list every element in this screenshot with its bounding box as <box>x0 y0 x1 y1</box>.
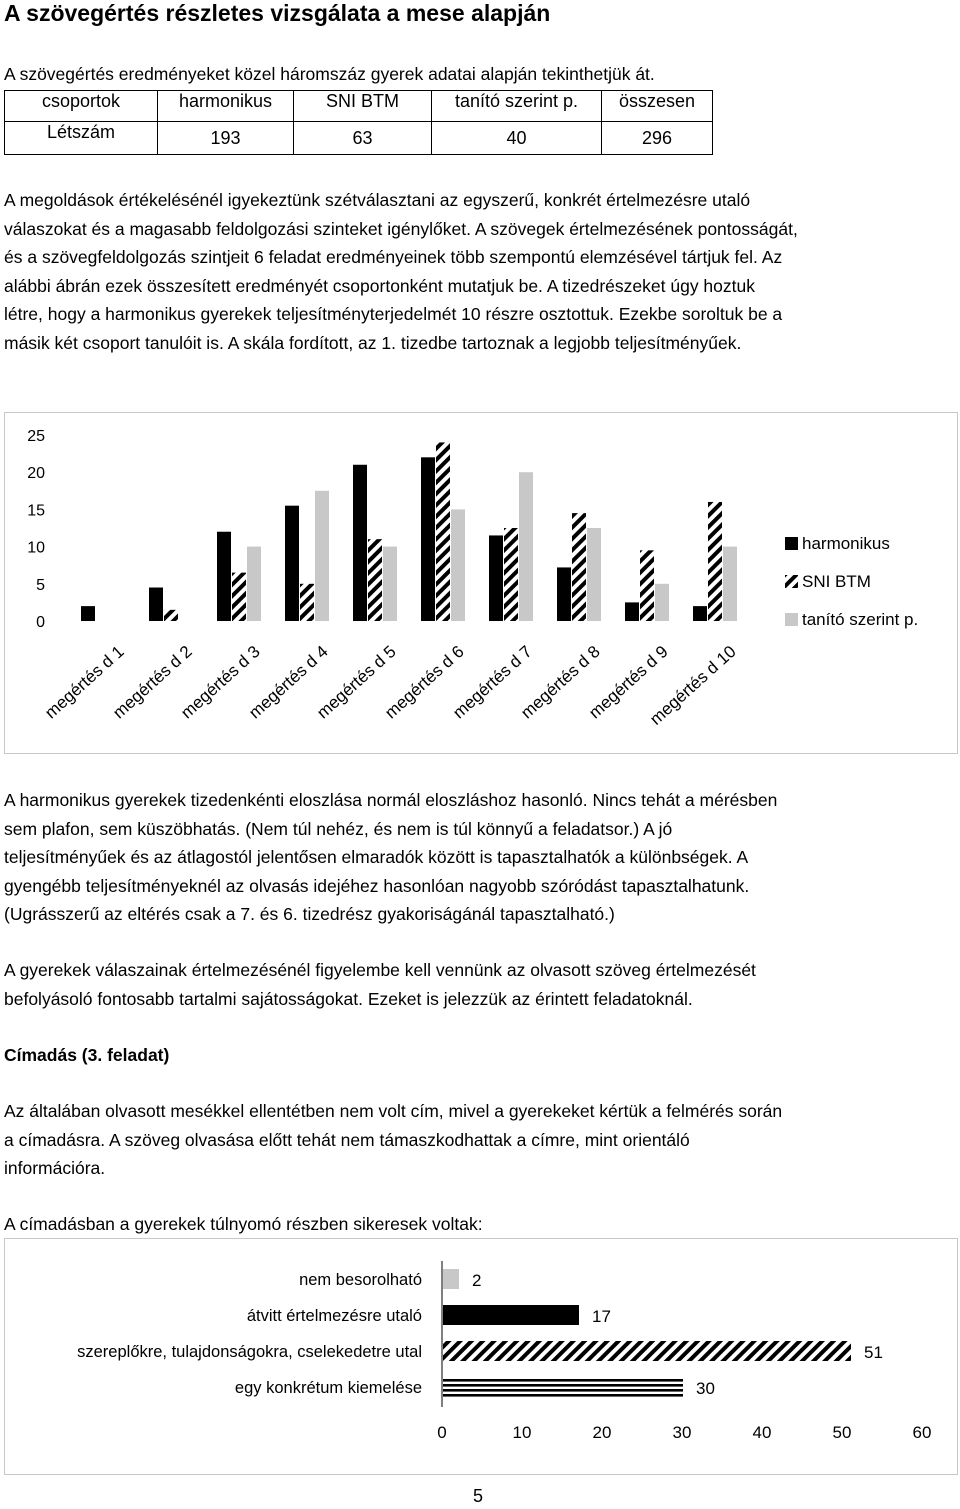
x-tick-label: megértés d 6 <box>381 641 468 723</box>
category-label: egy konkrétum kiemelése <box>234 1379 422 1397</box>
text-line: Az általában olvasott mesékkel ellentétben nem volt cím, mivel a gyerekeket kértük a felmérés során <box>4 1101 783 1121</box>
y-tick-label: 0 <box>36 614 45 631</box>
bar <box>443 1269 459 1289</box>
x-tick-label: 0 <box>437 1423 447 1442</box>
bar-harmonikus <box>149 588 163 621</box>
text-line: létre, hogy a harmonikus gyerekek teljesítményterjedelmét 10 részre osztottuk. Ezekbe soroltuk be a <box>4 304 783 324</box>
bar-snibtm <box>368 539 382 621</box>
text-line: válaszokat és a magasabb feldolgozási szinteket igénylőket. A szövegek értelmezésének pontosságát, <box>4 218 798 239</box>
bar-tantszerintp <box>587 528 601 621</box>
x-tick-label: megértés d 4 <box>245 641 332 723</box>
x-tick-label: megértés d 3 <box>177 641 264 723</box>
legend-swatch <box>785 575 798 588</box>
bar-tantszerintp <box>383 547 397 621</box>
page-number: 5 <box>473 1486 484 1506</box>
x-tick-label: 60 <box>912 1423 932 1442</box>
table-row <box>5 122 713 155</box>
text-line: teljesítményűek és az átlagostól jelentősen elmaradók között is tapasztalhatók a különbségek. A <box>4 847 749 867</box>
text-line: és a szövegfeldolgozás szintjeit 6 feladat eredményeinek több szempontú elemzésével tártjuk fel. Az <box>4 247 783 267</box>
bar <box>443 1377 683 1397</box>
category-label: átvitt értelmezésre utaló <box>246 1307 422 1325</box>
paragraph-title-task <box>4 1097 956 1183</box>
bar-snibtm <box>436 442 450 621</box>
text-line: gyengébb teljesítményeknél az olvasás idejéhez hasonlóan nagyobb szóródást tapasztalhatunk. <box>4 875 750 896</box>
text-line: információra. <box>4 1158 106 1178</box>
text-line: (Ugrásszerű az eltérés csak a 7. és 6. tizedrész gyakoriságánál tapasztalható.) <box>4 904 615 924</box>
table-cell: SNI BTM <box>294 91 432 122</box>
bar-harmonikus <box>353 465 367 621</box>
bar-harmonikus <box>693 606 707 621</box>
bar-tantszerintp <box>519 472 533 621</box>
text-line: befolyásoló fontosabb tartalmi sajátosságokat. Ezeket is jelezzük az érintett feladatoknál. <box>4 988 693 1009</box>
bar-harmonikus <box>557 567 571 621</box>
bar-snibtm <box>164 610 178 621</box>
y-tick-label: 20 <box>27 465 45 483</box>
text-line: A gyerekek válaszainak értelmezésénél figyelembe kell vennünk az olvasott szöveg értelmezését <box>4 960 756 980</box>
bar-tantszerintp <box>723 547 737 621</box>
table-cell: csoportok <box>5 91 158 122</box>
intro-paragraph <box>4 60 956 89</box>
bar-snibtm <box>708 502 722 621</box>
decile-chart-frame <box>4 412 958 754</box>
table-cell: Létszám <box>5 122 158 155</box>
section-heading: Címadás (3. feladat) <box>4 1045 170 1065</box>
bar-tantszerintp <box>451 509 465 621</box>
bar-tantszerintp <box>655 584 669 621</box>
x-tick-label: megértés d 8 <box>517 641 604 723</box>
y-tick-label: 25 <box>27 428 45 445</box>
decile-bar-chart <box>5 413 957 753</box>
x-tick-label: 30 <box>672 1423 692 1442</box>
category-label: nem besorolható <box>299 1271 422 1289</box>
bar-tantszerintp <box>315 491 329 621</box>
x-tick-label: megértés d 5 <box>313 641 400 723</box>
legend-label: harmonikus <box>802 534 890 553</box>
bar-harmonikus <box>489 535 503 621</box>
intro-line: A szövegértés eredményeket közel háromszáz gyerek adatai alapján tekinthetjük át. <box>4 64 655 84</box>
category-label: szereplőkre, tulajdonságokra, cselekedetre utal <box>77 1343 422 1361</box>
y-tick-label: 15 <box>27 502 45 520</box>
legend-label: tanító szerint p. <box>802 610 919 629</box>
text-line: A harmonikus gyerekek tizedenkénti eloszlása normál eloszláshoz hasonló. Nincs tehát a mérésben <box>4 790 778 810</box>
bar <box>443 1341 851 1361</box>
table-cell: 63 <box>294 122 432 155</box>
text-line: A megoldások értékelésénél igyekeztünk szétválasztani az egyszerű, konkrét értelmezésre utaló <box>4 190 751 210</box>
table-header-row <box>5 91 713 122</box>
x-tick-label: 40 <box>752 1423 772 1442</box>
paragraph-method <box>4 186 956 357</box>
text-line: sem plafon, sem küszöbhatás. (Nem túl nehéz, és nem is túl könnyű a feladatsor.) A jó <box>4 818 673 839</box>
title-chart-frame <box>4 1238 958 1475</box>
x-tick-label: megértés d 7 <box>449 641 536 723</box>
bar-snibtm <box>504 528 518 621</box>
bar-snibtm <box>300 584 314 621</box>
bar-harmonikus <box>285 506 299 621</box>
data-label: 17 <box>592 1307 611 1326</box>
group-count-table <box>4 90 713 155</box>
x-tick-label: megértés d 10 <box>646 641 740 729</box>
bar-harmonikus <box>625 602 639 621</box>
table-cell: tanító szerint p. <box>432 91 602 122</box>
x-tick-label: 10 <box>512 1423 532 1442</box>
table-cell: harmonikus <box>158 91 294 122</box>
paragraph-distribution <box>4 786 956 929</box>
data-label: 2 <box>472 1271 482 1290</box>
bar-harmonikus <box>217 532 231 621</box>
x-tick-label: megértés d 1 <box>41 641 128 723</box>
paragraph-title-success: A címadásban a gyerekek túlnyomó részben sikeresek voltak: <box>4 1214 483 1234</box>
legend-swatch <box>785 537 798 550</box>
x-tick-label: megértés d 2 <box>109 641 196 723</box>
y-tick-label: 10 <box>27 539 45 557</box>
bar-harmonikus <box>81 606 95 621</box>
y-tick-label: 5 <box>36 576 45 594</box>
x-tick-label: megértés d 9 <box>585 641 672 723</box>
legend-label: SNI BTM <box>802 572 871 591</box>
table-cell: 40 <box>432 122 602 155</box>
bar-snibtm <box>232 573 246 621</box>
bar-harmonikus <box>421 457 435 621</box>
page-title: A szövegértés részletes vizsgálata a mese alapján <box>4 0 551 26</box>
data-label: 30 <box>696 1379 715 1398</box>
bar-snibtm <box>640 550 654 621</box>
table-cell: 296 <box>602 122 713 155</box>
text-line: másik két csoport tanulóit is. A skála fordított, az 1. tizedbe tartoznak a legjobb teljesítményűek. <box>4 332 742 353</box>
legend-swatch <box>785 613 798 626</box>
data-label: 51 <box>864 1343 883 1362</box>
text-line: alábbi ábrán ezek összesített eredményét csoportonként mutatjuk be. A tizedrészeket úgy hoztuk <box>4 275 755 296</box>
text-line: a címadásra. A szöveg olvasása előtt tehát nem támaszkodhattak a címre, mint orientáló <box>4 1129 690 1150</box>
table-cell: összesen <box>602 91 713 122</box>
x-tick-label: 20 <box>592 1423 612 1442</box>
table-cell: 193 <box>158 122 294 155</box>
bar-snibtm <box>572 513 586 621</box>
x-tick-label: 50 <box>832 1423 852 1442</box>
bar-tantszerintp <box>247 547 261 621</box>
title-bar-chart <box>5 1239 957 1474</box>
bar <box>443 1305 579 1325</box>
paragraph-content <box>4 956 956 1013</box>
